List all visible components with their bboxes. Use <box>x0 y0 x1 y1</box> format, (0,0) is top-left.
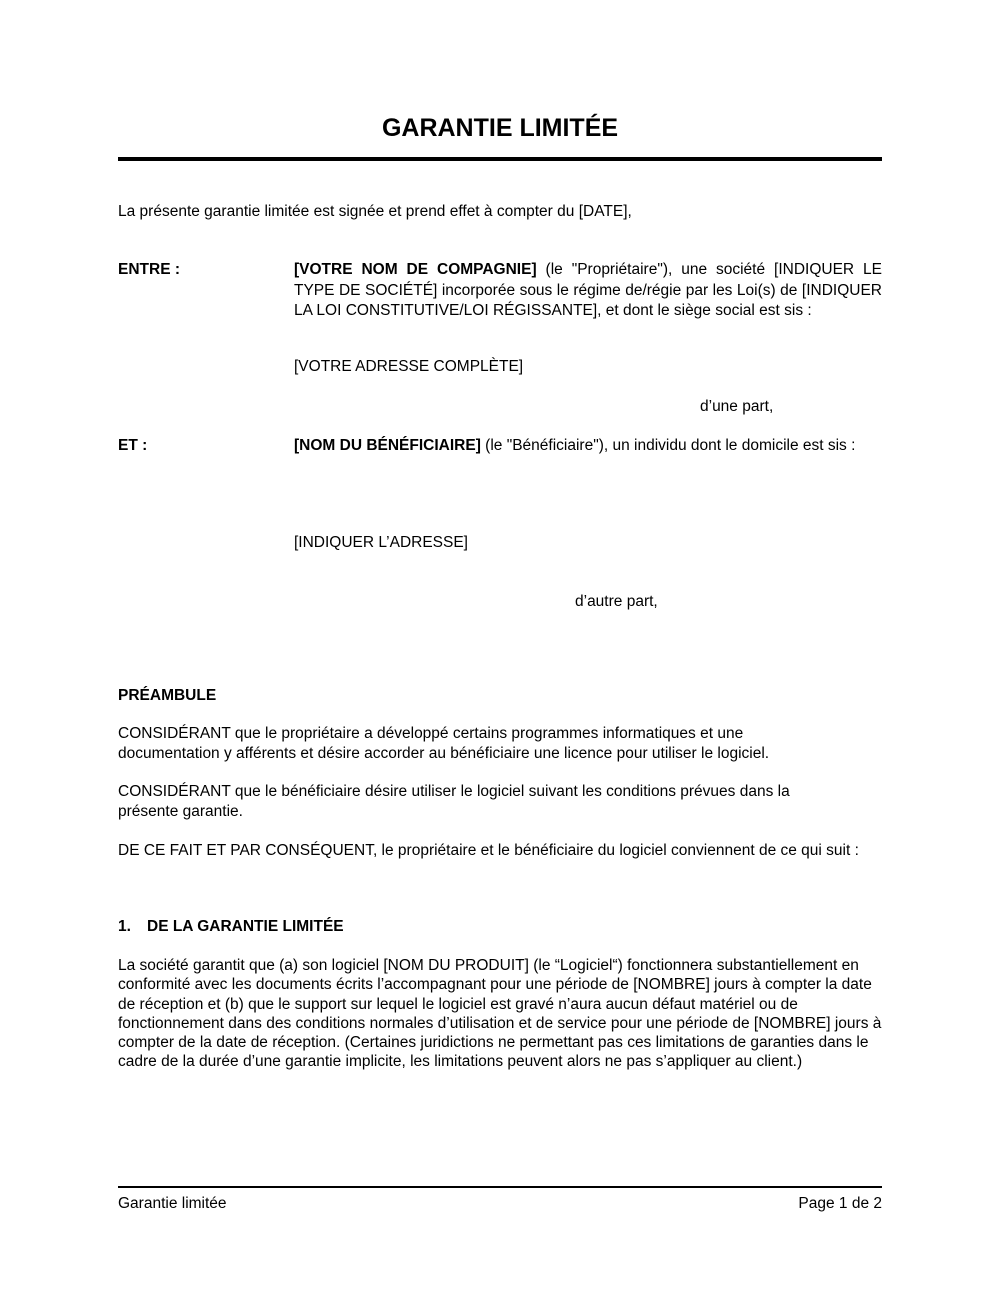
section-1-body: La société garantit que (a) son logiciel [NOM DU PRODUIT] (le “Logiciel“) fonctionnera substantiellement en conformité avec les documents écrits l’accompagnant pour une période de [NOMBRE] jours à compter la date de réception et (b) que le support sur lequel le logiciel est gravé n’aura aucun défaut matériel ou de fonctionnement dans des conditions normales d’utilisation et de service pour une période de [NOMBRE] jours à compter de la date de réception. (Certaines juridictions ne permettant pas ces limitations de garanties dans le cadre de la durée d’une garantie implicite, les limitations peuvent alors ne pas s’appliquer au client.) <box>118 957 882 1071</box>
party-description-owner <box>294 260 882 322</box>
party-name-owner: [VOTRE NOM DE COMPAGNIE] <box>294 261 537 278</box>
preamble-paragraph-1: CONSIDÉRANT que le propriétaire a développé certains programmes informatiques et une documentation y afférents et désire accorder au bénéficiaire une licence pour utiliser le logiciel. <box>118 725 770 762</box>
footer-page-number: Page 1 de 2 <box>798 1195 882 1212</box>
party-address-owner: [VOTRE ADRESSE COMPLÈTE] <box>294 358 524 375</box>
party-closing-owner: d’une part, <box>700 398 774 415</box>
party-closing-beneficiary: d’autre part, <box>575 593 658 610</box>
party-label-et: ET : <box>118 437 148 454</box>
party-label-entre: ENTRE : <box>118 261 180 278</box>
section-1-number: 1. <box>118 918 131 935</box>
party-text-owner: (le "Propriétaire"), une société [INDIQUER LE TYPE DE SOCIÉTÉ] incorporée sous le régime de/régie par les Loi(s) de [INDIQUER LA LOI CONSTITUTIVE/LOI RÉGISSANTE], et dont le siège social est sis : <box>294 261 882 319</box>
party-text-beneficiary: (le "Bénéficiaire"), un individu dont le domicile est sis : <box>480 437 856 454</box>
section-1-heading <box>118 917 882 937</box>
preamble-paragraph-2: CONSIDÉRANT que le bénéficiaire désire utiliser le logiciel suivant les conditions prévues dans la présente garantie. <box>118 783 790 820</box>
title-divider <box>118 157 882 161</box>
section-1-title: DE LA GARANTIE LIMITÉE <box>147 918 344 935</box>
party-name-beneficiary: [NOM DU BÉNÉFICIAIRE] <box>294 437 481 454</box>
intro-paragraph: La présente garantie limitée est signée et prend effet à compter du [DATE], <box>118 203 632 220</box>
preamble-paragraph-3: DE CE FAIT ET PAR CONSÉQUENT, le propriétaire et le bénéficiaire du logiciel conviennent de ce qui suit : <box>118 842 859 859</box>
footer-document-name: Garantie limitée <box>118 1195 227 1212</box>
party-address-beneficiary: [INDIQUER L’ADRESSE] <box>294 534 468 551</box>
party-description-beneficiary <box>294 436 882 456</box>
footer-divider <box>118 1186 882 1188</box>
preamble-heading: PRÉAMBULE <box>118 687 217 704</box>
document-title: GARANTIE LIMITÉE <box>381 114 619 142</box>
